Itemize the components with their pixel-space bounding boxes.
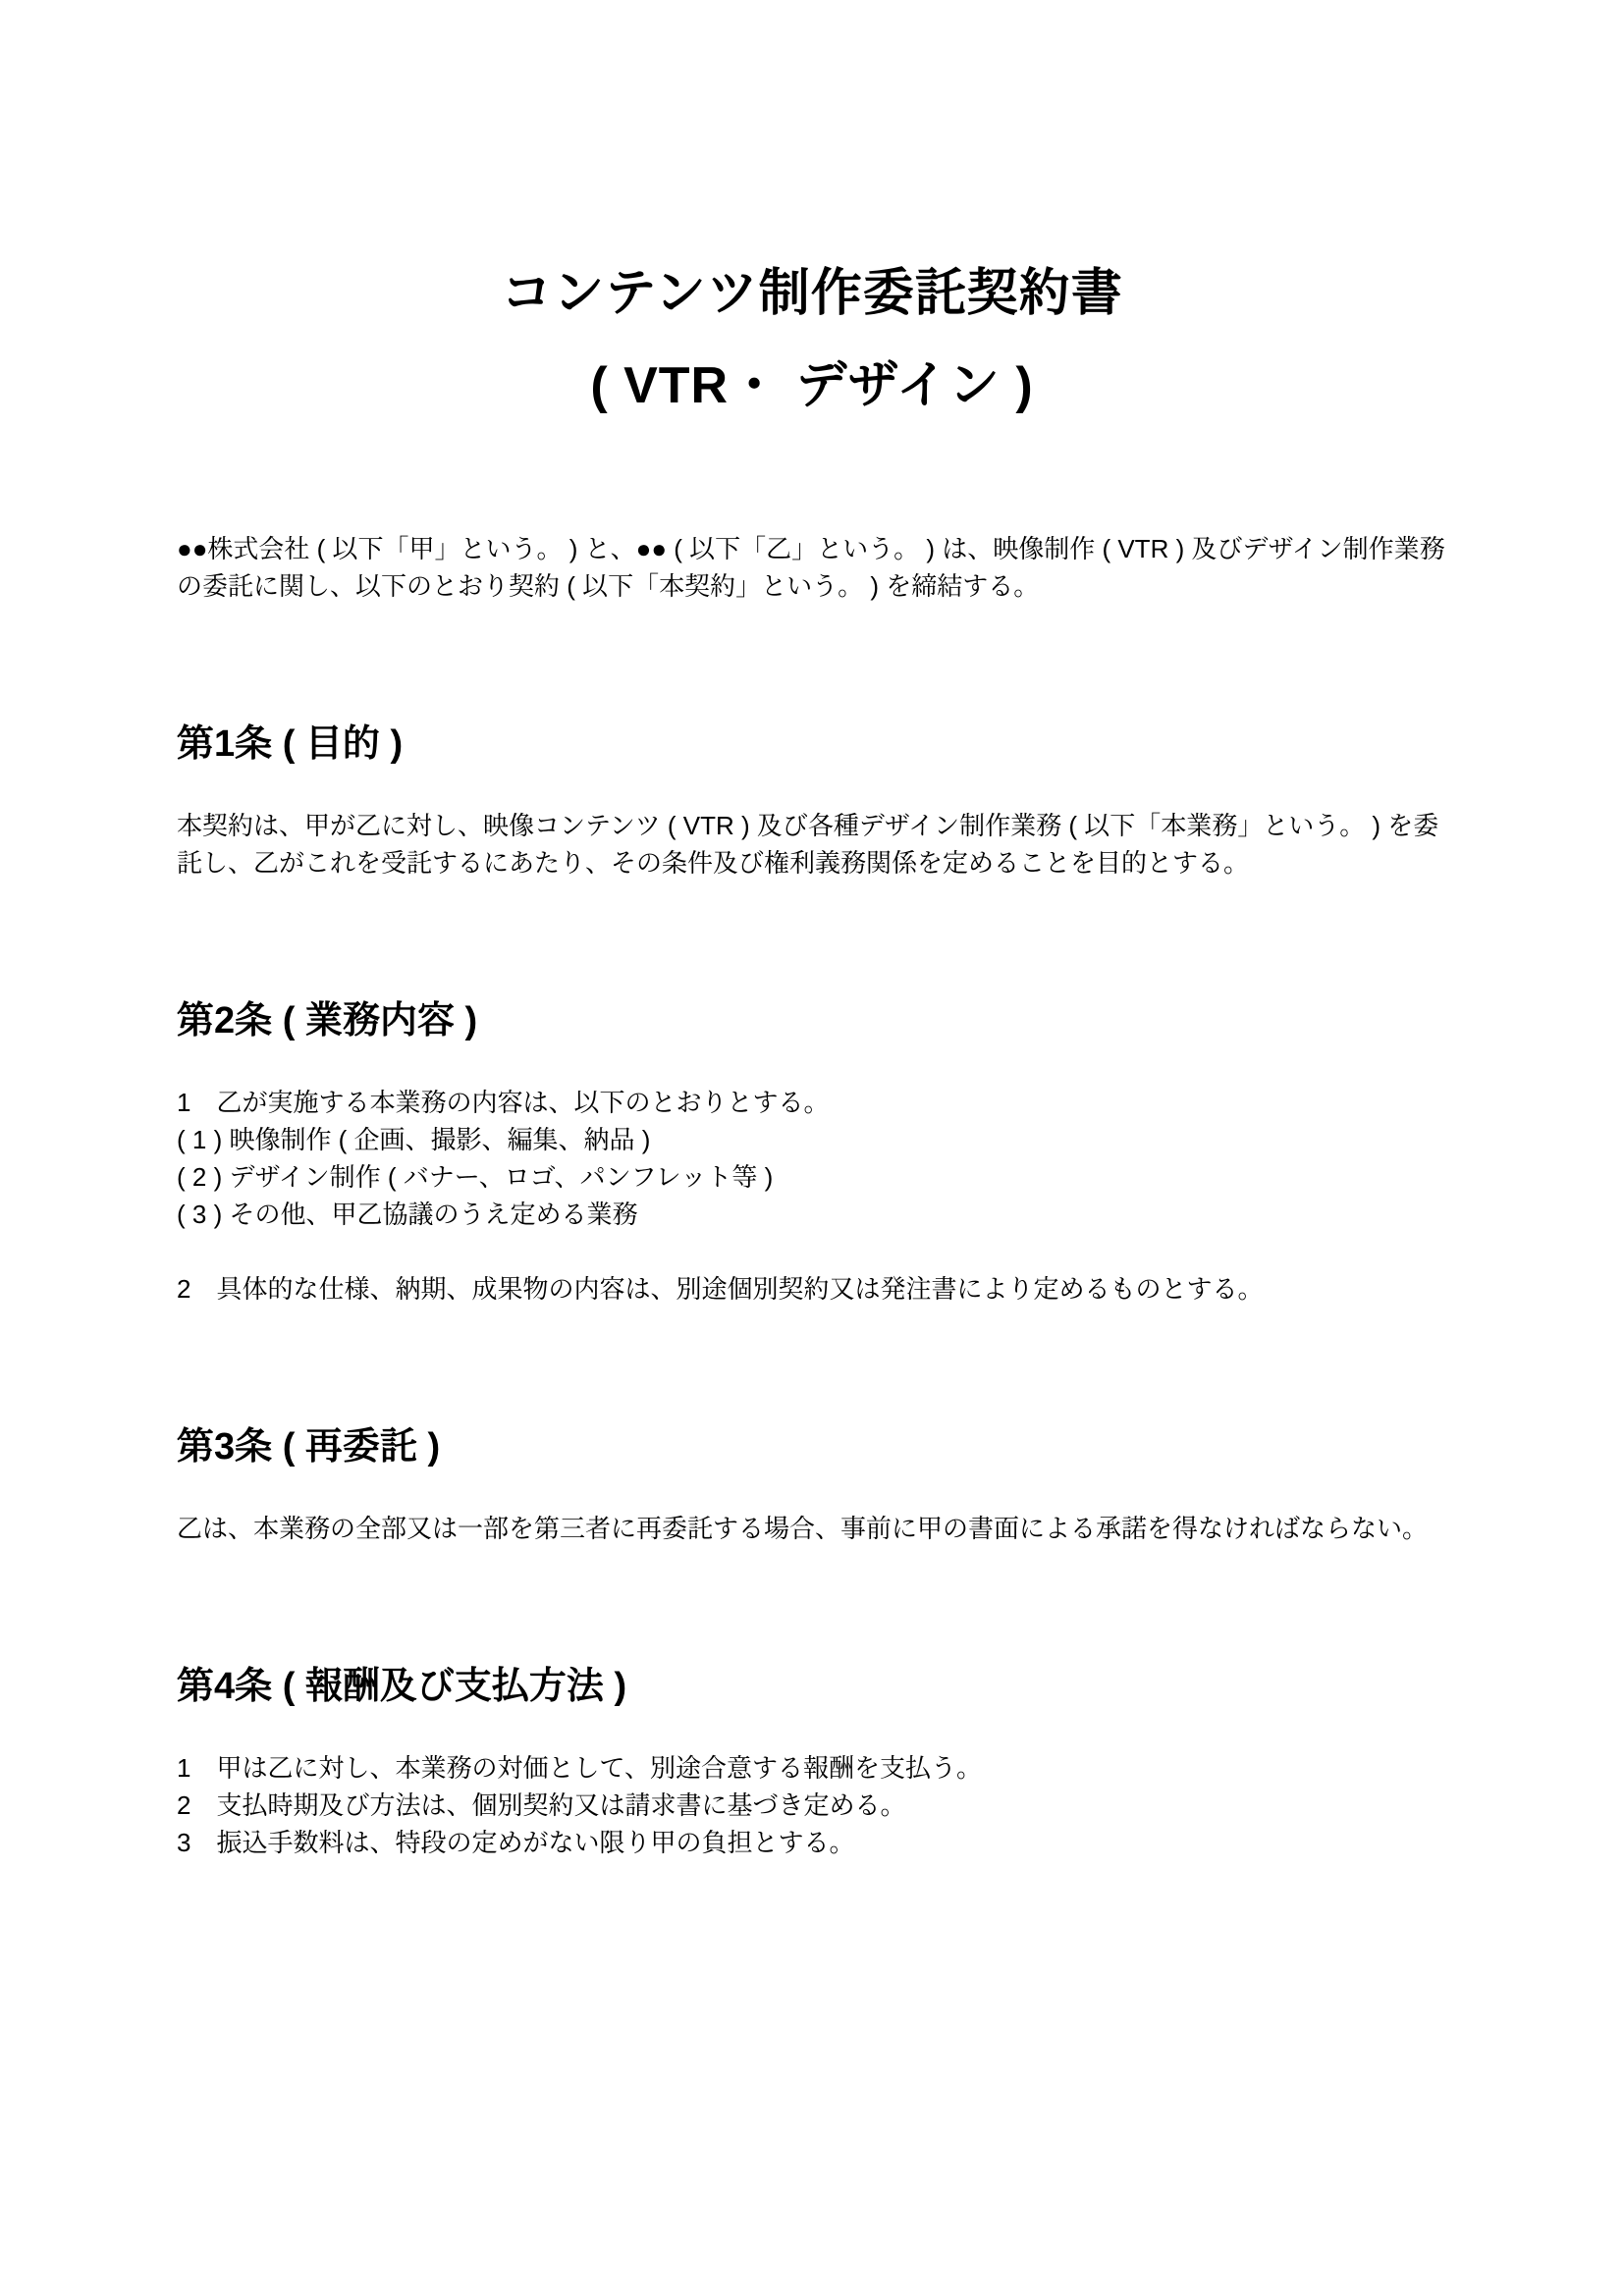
article-paragraph: 1 乙が実施する本業務の内容は、以下のとおりとする。: [177, 1088, 830, 1117]
article-heading: 第2条 ( 業務内容 ): [177, 1000, 478, 1041]
articles: [177, 721, 1447, 1861]
article-paragraph: 2 支払時期及び方法は、個別契約又は請求書に基づき定める。: [177, 1790, 906, 1820]
document-title-line-2: ( VTR・ デザイン ): [590, 357, 1034, 414]
article-body: [177, 1510, 1447, 1547]
article-paragraph: ( 2 ) デザイン制作 ( バナー、ロゴ、パンフレット等 ): [177, 1162, 774, 1192]
document-content: [0, 247, 1624, 1861]
article-paragraph: 乙は、本業務の全部又は一部を第三者に再委託する場合、事前に甲の書面による承諾を得なければならない。: [177, 1514, 1429, 1543]
document-title-line-1: コンテンツ制作委託契約書: [501, 265, 1123, 322]
article-heading: 第1条 ( 目的 ): [177, 723, 404, 765]
article-paragraph: ( 3 ) その他、甲乙協議のうえ定める業務: [177, 1200, 638, 1229]
article-body: [177, 807, 1447, 881]
intro-paragraph: ●●株式会社 ( 以下「甲」という。 ) と、●● ( 以下「乙」という。 ) は、映像制作 ( VTR ) 及びデザイン制作業務の委託に関し、以下のとおり契約 ( 以下「本契約」という。 ) を締結する。: [177, 534, 1445, 601]
article-body: [177, 1084, 1447, 1308]
article-body: [177, 1749, 1447, 1861]
article-paragraph: 本契約は、甲が乙に対し、映像コンテンツ ( VTR ) 及び各種デザイン制作業務 ( 以下「本業務」という。 ) を委託し、乙がこれを受託するにあたり、その条件及び権利義務関係を定めることを目的とする。: [177, 811, 1439, 878]
document-title: [177, 247, 1447, 432]
article-heading: 第3条 ( 再委託 ): [177, 1426, 441, 1468]
article-paragraph: 3 振込手数料は、特段の定めがない限り甲の負担とする。: [177, 1828, 855, 1857]
article-paragraph: 2 具体的な仕様、納期、成果物の内容は、別途個別契約又は発注書により定めるものとする。: [177, 1274, 1264, 1304]
article-paragraph: ( 1 ) 映像制作 ( 企画、撮影、編集、納品 ): [177, 1125, 651, 1154]
article-paragraph: 1 甲は乙に対し、本業務の対価として、別途合意する報酬を支払う。: [177, 1753, 982, 1783]
article-heading: 第4条 ( 報酬及び支払方法 ): [177, 1666, 627, 1707]
